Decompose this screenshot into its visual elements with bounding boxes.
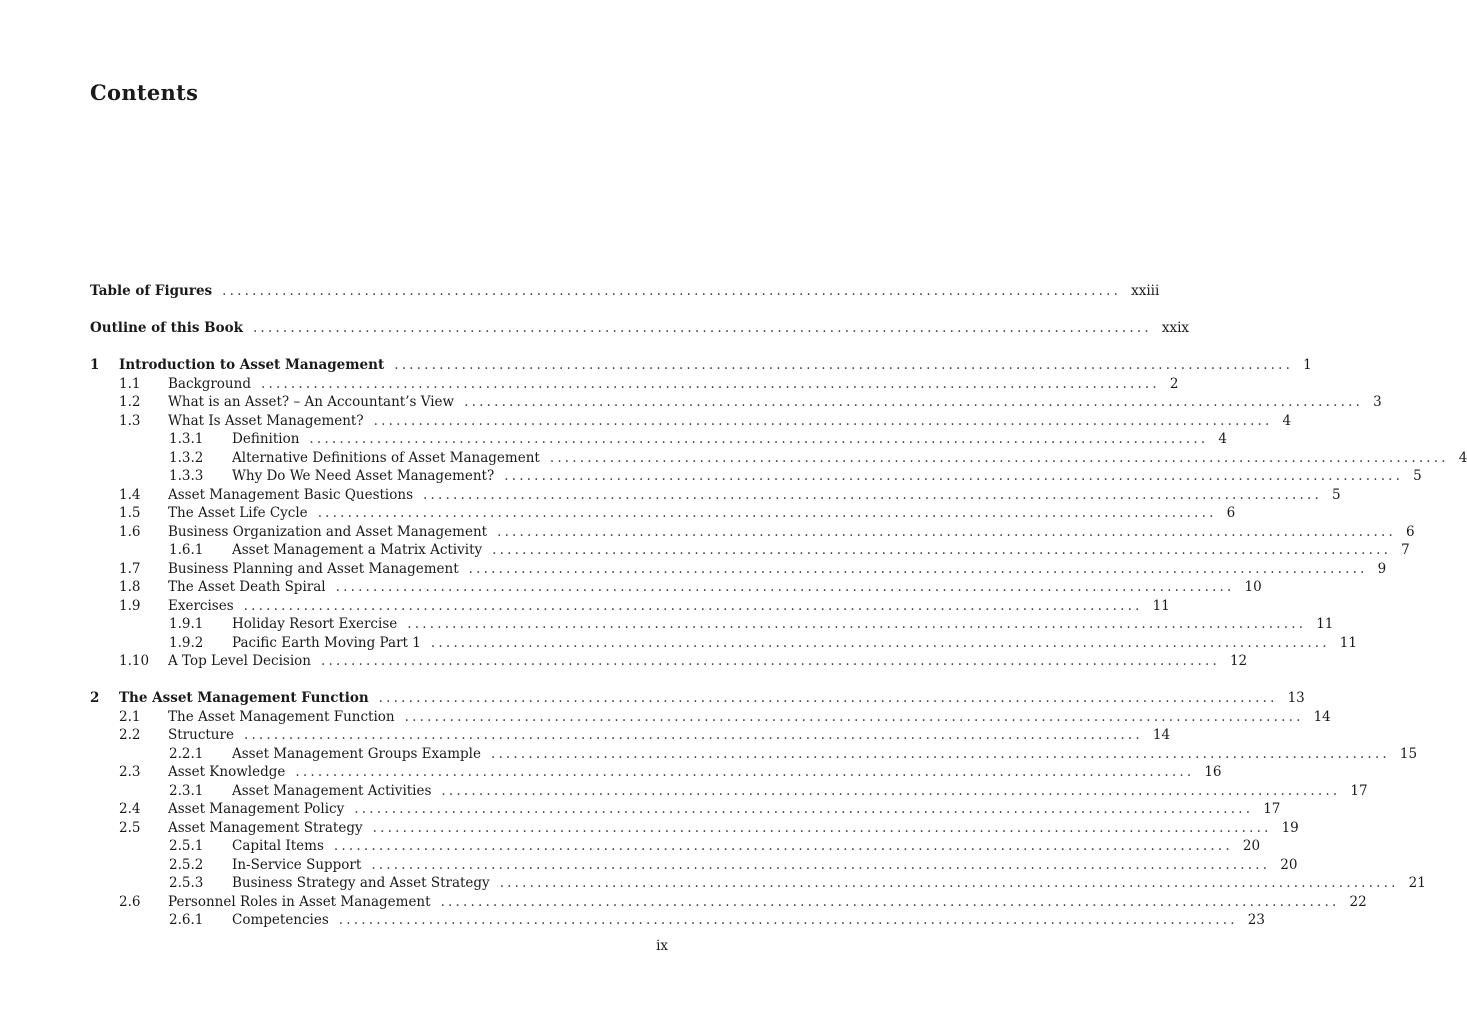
toc-entry-title: Business Planning and Asset Management [168, 561, 459, 577]
toc-entry-page: 12 [1229, 653, 1248, 669]
toc-entry-title: The Asset Management Function [119, 690, 369, 706]
toc-entry [90, 763, 1222, 781]
toc-entry-body [232, 911, 1265, 929]
dot-leader: ........................................................................................................................ [497, 524, 1397, 540]
toc-entry-number: 2.1 [119, 709, 141, 725]
toc-entry-page: 5 [1413, 468, 1422, 484]
toc-entry [90, 523, 1415, 541]
toc-entry-body [168, 800, 1281, 818]
toc-entry [90, 911, 1265, 929]
toc-entry-number: 1.10 [119, 653, 150, 669]
toc-entry-body [168, 893, 1367, 911]
toc-entry [90, 819, 1299, 837]
toc-entry-title: Outline of this Book [90, 320, 243, 336]
dot-leader: ........................................................................................................................ [309, 431, 1209, 447]
toc-entry-body [168, 412, 1292, 430]
dot-leader: ........................................................................................................................ [243, 598, 1143, 614]
toc-entry-title: Introduction to Asset Management [119, 357, 385, 373]
toc-entry-page: 4 [1218, 431, 1227, 447]
toc-entry-body [168, 523, 1415, 541]
toc-entry [90, 634, 1357, 652]
toc-entry-page: 13 [1287, 690, 1305, 706]
toc-entry-title: A Top Level Decision [168, 653, 311, 669]
toc-entry-page: 22 [1349, 894, 1367, 910]
toc-entry-body [119, 356, 1312, 374]
toc-entry-body [168, 578, 1262, 596]
dot-leader: ........................................................................................................................ [423, 487, 1322, 503]
toc-entry-title: Asset Management Groups Example [232, 746, 481, 762]
toc-entry-page: 15 [1399, 746, 1418, 762]
toc-entry [90, 356, 1312, 374]
toc-entry-body [232, 856, 1298, 874]
toc-entry [90, 856, 1298, 874]
toc-entry-number: 2.4 [119, 801, 141, 817]
toc-entry-page: 17 [1350, 783, 1368, 799]
toc-entry [90, 615, 1334, 633]
toc-entry-number: 1.9.2 [169, 635, 204, 651]
toc-entry [90, 745, 1418, 763]
toc-entry-number: 2 [90, 690, 100, 706]
toc-entry-title: Capital Items [232, 838, 324, 854]
toc-entry-title: Asset Management Activities [232, 783, 432, 799]
toc-entry-number: 1.6 [119, 524, 141, 540]
toc-entry-page: 6 [1226, 505, 1236, 521]
toc-entry-title: Pacific Earth Moving Part 1 [232, 635, 421, 651]
toc-entry-body [232, 615, 1334, 633]
toc-entry-title: Competencies [232, 912, 329, 928]
toc-entry-title: Business Strategy and Asset Strategy [232, 875, 490, 891]
toc-entry [90, 837, 1261, 855]
dot-leader: ........................................................................................................................ [430, 635, 1330, 651]
toc-entry [90, 874, 1426, 892]
toc-entry [90, 486, 1341, 504]
toc-entry-page: 20 [1280, 857, 1298, 873]
toc-entry [90, 560, 1387, 578]
toc-entry-number: 2.6.1 [169, 912, 204, 928]
toc-entry-number: 2.5.2 [169, 857, 204, 873]
toc-entry-title: Asset Management a Matrix Activity [232, 542, 483, 558]
toc-entry-title: Why Do We Need Asset Management? [232, 468, 495, 484]
toc-entry-number: 1.6.1 [169, 542, 204, 558]
toc-entry-title: Holiday Resort Exercise [232, 616, 398, 632]
page-number: ix [656, 938, 668, 954]
toc-entry [90, 412, 1292, 430]
toc-entry-number: 1.3.2 [169, 450, 204, 466]
toc-entry-title: Exercises [168, 598, 234, 614]
toc-entry-number: 1.9.1 [169, 616, 204, 632]
toc-entry-page: 6 [1406, 524, 1415, 540]
toc-entry-body [232, 782, 1368, 800]
toc-entry-page: 3 [1373, 394, 1382, 410]
toc-entry-page: 10 [1244, 579, 1262, 595]
toc-entry-page: 11 [1316, 616, 1334, 632]
toc-entry-page: xxiii [1131, 283, 1160, 299]
toc-entry-title: Asset Knowledge [168, 764, 286, 780]
toc-entry-body [168, 726, 1171, 744]
dot-leader: ........................................................................................................................ [317, 505, 1217, 521]
toc-entry-title: What Is Asset Management? [168, 413, 364, 429]
toc-entry [90, 393, 1382, 411]
toc-entry [90, 319, 1190, 337]
toc-entry-page: 7 [1401, 542, 1410, 558]
toc-entry [90, 430, 1227, 448]
toc-entry [90, 282, 1160, 300]
toc-entry-page: 4 [1282, 413, 1292, 429]
toc-entry-title: What is an Asset? – An Accountant’s View [168, 394, 455, 410]
toc-entry-title: Structure [168, 727, 234, 743]
toc-entry-number: 1.3.1 [169, 431, 204, 447]
dot-leader: ........................................................................................................................ [295, 764, 1195, 780]
toc-entry-body [168, 652, 1248, 670]
toc-entry-number: 2.6 [119, 894, 141, 910]
toc-entry-page: 20 [1242, 838, 1261, 854]
toc-entry [90, 375, 1179, 393]
dot-leader: ........................................................................................................................ [468, 561, 1368, 577]
toc-entry [90, 449, 1467, 467]
dot-leader: ........................................................................................................................ [260, 376, 1160, 392]
toc-entry-body [168, 819, 1299, 837]
toc-entry-title: Table of Figures [90, 283, 213, 299]
dot-leader: ........................................................................................................................ [504, 468, 1404, 484]
toc-entry-title: Asset Management Policy [168, 801, 345, 817]
toc-entry-page: 19 [1281, 820, 1299, 836]
toc-entry-title: The Asset Management Function [168, 709, 395, 725]
toc-entry-page: 23 [1247, 912, 1265, 928]
dot-leader: ........................................................................................................................ [371, 857, 1271, 873]
toc-entry-body [168, 763, 1222, 781]
dot-leader: ........................................................................................................................ [404, 709, 1304, 725]
toc-entry-number: 2.3.1 [169, 783, 204, 799]
toc-entry-body [168, 560, 1387, 578]
toc-entry-body [119, 689, 1305, 707]
dot-leader: ........................................................................................................................ [338, 912, 1238, 928]
toc-entry-body [90, 319, 1190, 337]
toc-entry-title: In-Service Support [232, 857, 362, 873]
page-title: Contents [90, 80, 199, 105]
toc-entry [90, 726, 1171, 744]
toc-entry-page: 4 [1458, 450, 1467, 466]
toc-entry-page: 1 [1303, 357, 1312, 373]
toc-entry [90, 708, 1331, 726]
toc-entry-page: 14 [1152, 727, 1171, 743]
toc-entry [90, 782, 1368, 800]
toc-entry-title: Alternative Definitions of Asset Management [232, 450, 540, 466]
toc-entry [90, 689, 1305, 707]
toc-entry-body [168, 375, 1179, 393]
toc-entry [90, 597, 1170, 615]
dot-leader: ........................................................................................................................ [549, 450, 1449, 466]
toc-entry-body [232, 837, 1261, 855]
toc-entry-number: 1.4 [119, 487, 141, 503]
toc-entry-number: 2.2 [119, 727, 141, 743]
toc-entry-body [232, 745, 1418, 763]
toc-entry-page: xxix [1161, 320, 1190, 336]
toc-entry [90, 578, 1262, 596]
toc-entry-page: 2 [1169, 376, 1179, 392]
toc-entry-number: 1.5 [119, 505, 141, 521]
toc-entry-body [232, 541, 1410, 559]
toc-entry [90, 541, 1410, 559]
toc-entry-number: 1.1 [119, 376, 141, 392]
toc-entry-title: Asset Management Strategy [168, 820, 363, 836]
toc-entry-title: Definition [232, 431, 300, 447]
toc-entry [90, 800, 1281, 818]
toc-entry-page: 11 [1152, 598, 1170, 614]
toc-entry-body [168, 504, 1236, 522]
toc-entry-title: The Asset Life Cycle [168, 505, 308, 521]
toc-entry-number: 1.8 [119, 579, 141, 595]
toc-entry-body [168, 486, 1341, 504]
toc-entry-page: 11 [1339, 635, 1357, 651]
toc-entry-body [90, 282, 1160, 300]
toc-entry-page: 14 [1313, 709, 1331, 725]
dot-leader: ........................................................................................................................ [335, 579, 1235, 595]
toc-entry-number: 2.5.3 [169, 875, 204, 891]
dot-leader: ........................................................................................................................ [378, 690, 1278, 706]
dot-leader: ........................................................................................................................ [333, 838, 1233, 854]
toc-entry-number: 2.5 [119, 820, 141, 836]
dot-leader: ........................................................................................................................ [373, 413, 1273, 429]
dot-leader: ........................................................................................................................ [492, 542, 1392, 558]
toc-entry-number: 1.9 [119, 598, 141, 614]
toc-entry-page: 16 [1204, 764, 1222, 780]
dot-leader: ........................................................................................................................ [372, 820, 1272, 836]
toc-entry [90, 893, 1367, 911]
toc-entry-title: The Asset Death Spiral [168, 579, 326, 595]
toc-entry-title: Business Organization and Asset Management [168, 524, 488, 540]
dot-leader: ........................................................................................................................ [440, 894, 1340, 910]
toc-entry-body [232, 874, 1426, 892]
toc-entry [90, 467, 1422, 485]
toc-entry [90, 652, 1248, 670]
dot-leader: ........................................................................................................................ [394, 357, 1294, 373]
toc-entry-page: 5 [1331, 487, 1341, 503]
toc-entry-number: 2.2.1 [169, 746, 204, 762]
dot-leader: ........................................................................................................................ [441, 783, 1341, 799]
toc-entry-title: Background [168, 376, 251, 392]
toc-entry-body [168, 393, 1382, 411]
dot-leader: ........................................................................................................................ [222, 283, 1122, 299]
dot-leader: ........................................................................................................................ [354, 801, 1254, 817]
toc-entry-body [232, 634, 1357, 652]
toc-entry-body [168, 708, 1331, 726]
toc-entry-number: 2.5.1 [169, 838, 204, 854]
toc-entry-number: 1 [90, 357, 100, 373]
dot-leader: ........................................................................................................................ [243, 727, 1143, 743]
toc-entry-title: Personnel Roles in Asset Management [168, 894, 431, 910]
toc-entry-page: 17 [1263, 801, 1281, 817]
toc-entry-body [232, 430, 1227, 448]
dot-leader: ........................................................................................................................ [464, 394, 1364, 410]
dot-leader: ........................................................................................................................ [407, 616, 1307, 632]
dot-leader: ........................................................................................................................ [321, 653, 1220, 669]
toc-entry-number: 2.3 [119, 764, 141, 780]
toc-entry-number: 1.7 [119, 561, 141, 577]
toc-entry [90, 504, 1236, 522]
toc-entry-page: 21 [1408, 875, 1426, 891]
dot-leader: ........................................................................................................................ [499, 875, 1399, 891]
toc-entry-body [232, 449, 1467, 467]
toc-entry-page: 9 [1377, 561, 1387, 577]
toc-entry-number: 1.2 [119, 394, 141, 410]
dot-leader: ........................................................................................................................ [252, 320, 1152, 336]
toc-entry-body [168, 597, 1170, 615]
toc-entry-number: 1.3 [119, 413, 141, 429]
dot-leader: ........................................................................................................................ [490, 746, 1390, 762]
toc-entry-number: 1.3.3 [169, 468, 204, 484]
toc-entry-body [232, 467, 1422, 485]
toc-entry-title: Asset Management Basic Questions [168, 487, 413, 503]
